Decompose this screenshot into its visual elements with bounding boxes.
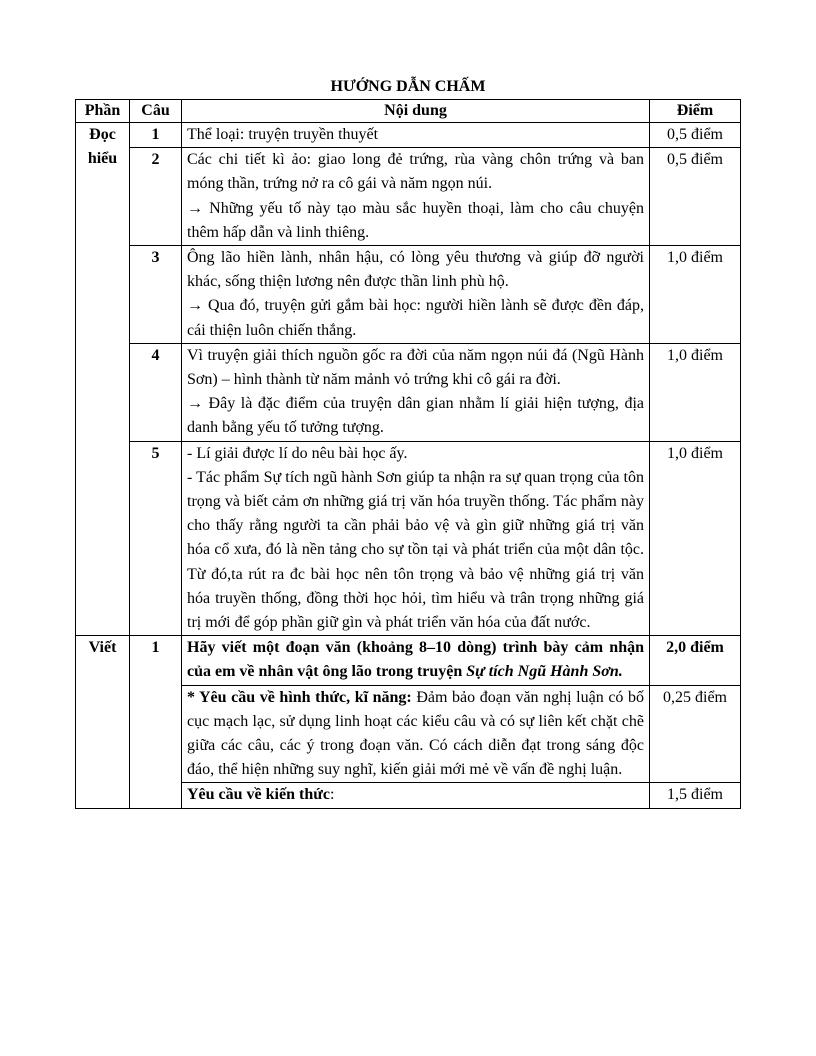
- table-header-row: [76, 100, 741, 123]
- knowledge-requirement: [182, 783, 650, 808]
- answer-content: [182, 148, 650, 246]
- answer-line: - Lí giải được lí do nêu bài học ấy.: [187, 444, 408, 462]
- question-number: 4: [130, 343, 182, 441]
- grading-table: [75, 99, 741, 809]
- score-cell: 1,5 điểm: [650, 783, 741, 808]
- table-row: [76, 246, 741, 344]
- part-reading: [76, 123, 130, 636]
- knowledge-requirement-label: Yêu cầu về kiến thức: [187, 786, 330, 804]
- answer-line: Thể loại: truyện truyền thuyết: [187, 126, 379, 143]
- answer-line: Ông lão hiền lành, nhân hậu, có lòng yêu thương và giúp đỡ người khác, sống thiện lương nên được thần linh phù hộ.: [187, 249, 644, 291]
- header-content: Nội dung: [182, 100, 650, 123]
- writing-prompt-text: Hãy viết một đoạn văn (khoảng 8–10 dòng) trình bày cảm nhận của em về nhân vật ông lão trong truyện: [187, 639, 644, 681]
- header-part: Phần: [76, 100, 130, 123]
- score-cell: 0,5 điểm: [650, 148, 741, 246]
- question-number: 3: [130, 246, 182, 344]
- question-number: 5: [130, 441, 182, 636]
- table-row: [76, 123, 741, 148]
- writing-prompt-title: Sự tích Ngũ Hành Sơn.: [466, 663, 623, 681]
- score-cell: 2,0 điểm: [650, 636, 741, 685]
- table-row: [76, 441, 741, 636]
- score-cell: 0,5 điểm: [650, 123, 741, 148]
- answer-line: → Những yếu tố này tạo màu sắc huyền thoại, làm cho câu chuyện thêm hấp dẫn và linh thiêng.: [187, 199, 644, 241]
- score-cell: 1,0 điểm: [650, 246, 741, 344]
- form-requirement: [182, 685, 650, 783]
- writing-prompt: [182, 636, 650, 685]
- score-cell: 0,25 điểm: [650, 685, 741, 783]
- answer-line: Vì truyện giải thích nguồn gốc ra đời của năm ngọn núi đá (Ngũ Hành Sơn) – hình thành từ năm mảnh vỏ trứng khi cô gái ra đời.: [187, 346, 644, 389]
- answer-line: → Đây là đặc điểm của truyện dân gian nhằm lí giải hiện tượng, địa danh bằng yếu tố tưởng tượng.: [187, 395, 644, 437]
- score-cell: 1,0 điểm: [650, 441, 741, 636]
- table-row: [76, 636, 741, 685]
- page-title: HƯỚNG DẪN CHẤM: [330, 78, 486, 95]
- part-writing: Viết: [76, 636, 130, 808]
- answer-line: → Qua đó, truyện gửi gắm bài học: người hiền lành sẽ được đền đáp, cái thiện luôn chiến thắng.: [187, 297, 644, 339]
- score-cell: 1,0 điểm: [650, 343, 741, 441]
- answer-content: [182, 441, 650, 636]
- question-number: 2: [130, 148, 182, 246]
- table-row: [76, 148, 741, 246]
- answer-content: [182, 123, 650, 148]
- part-reading-label-2: hiểu: [87, 150, 118, 168]
- answer-content: [182, 343, 650, 441]
- header-question: Câu: [130, 100, 182, 123]
- question-number: 1: [130, 636, 182, 808]
- header-score: Điểm: [650, 100, 741, 123]
- answer-line: Các chi tiết kì ảo: giao long đẻ trứng, rùa vàng chôn trứng và ban móng thần, trứng nở ra cô gái và năm ngọn núi.: [187, 151, 644, 193]
- question-number: 1: [130, 123, 182, 148]
- form-requirement-text: Đảm bảo đoạn văn nghị luận có bố cục mạch lạc, sử dụng linh hoạt các kiểu câu và có sự liên kết chặt chẽ giữa các câu, các ý trong đoạn văn. Có cách diễn đạt trong sáng độc đáo, thể hiện những suy nghĩ, kiến giải mới mẻ về vấn đề nghị luận.: [187, 688, 645, 779]
- part-reading-label-1: Đọc: [89, 126, 116, 143]
- table-row: [76, 343, 741, 441]
- form-requirement-label: * Yêu cầu về hình thức, kĩ năng:: [187, 688, 412, 706]
- answer-content: [182, 246, 650, 344]
- answer-line: - Tác phẩm Sự tích ngũ hành Sơn giúp ta nhận ra sự quan trọng của tôn trọng và biết cảm ơn những giá trị văn hóa truyền thống. Tác phẩm này cho thấy rằng người ta cần phải bảo vệ và gìn giữ những giá trị văn hóa cổ xưa, đó là nền tảng cho sự tồn tại và phát triển của một dân tộc. Từ đó,ta rút ra đc bài học nên tôn trọng và bảo vệ những giá trị văn hóa truyền thống, đồng thời học hỏi, tìm hiểu và trân trọng những giá trị mới để góp phần giữ gìn và phát triển văn hóa của đất nước.: [187, 468, 644, 632]
- knowledge-requirement-colon: :: [329, 786, 335, 804]
